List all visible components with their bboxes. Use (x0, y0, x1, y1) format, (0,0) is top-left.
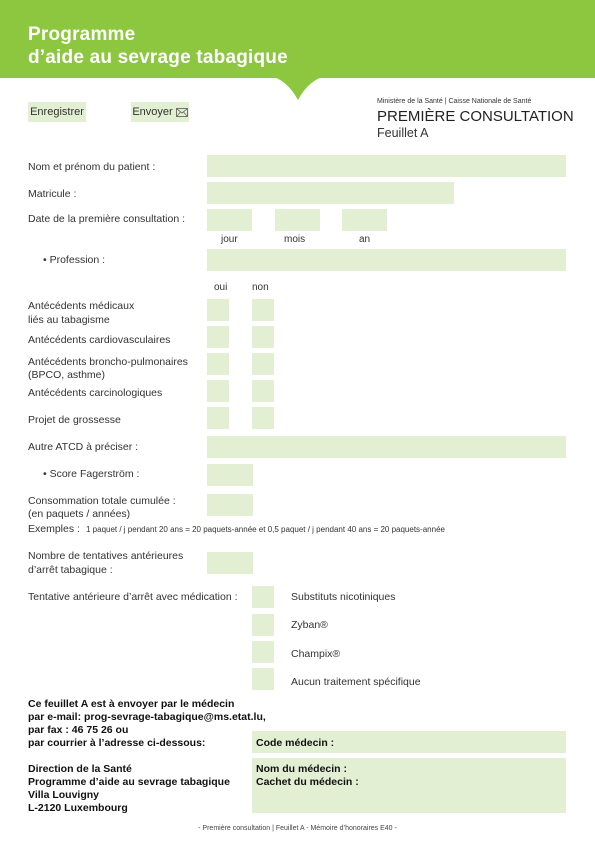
code-medecin-field[interactable] (252, 731, 566, 753)
grossesse-oui-checkbox[interactable] (207, 407, 229, 429)
med-substituts-checkbox[interactable] (252, 586, 274, 608)
address-line3: Villa Louvigny (28, 789, 99, 801)
send-info-line4: par courrier à l’adresse ci-dessous: (28, 737, 206, 749)
autre-atcd-label: Autre ATCD à préciser : (28, 441, 139, 453)
page-title-line1: Programme (28, 24, 136, 45)
patient-name-label: Nom et prénom du patient : (28, 161, 156, 173)
header-notch (268, 76, 328, 102)
page-title-line2: d’aide au sevrage tabagique (28, 47, 288, 68)
grossesse-label: Projet de grossesse (28, 414, 121, 426)
conso-label-1: Consommation totale cumulée : (28, 495, 176, 507)
atcd-broncho-non-checkbox[interactable] (252, 353, 274, 375)
send-info-line2: par e-mail: prog-sevrage-tabagique@ms.etat.lu, (28, 711, 266, 723)
atcd-tabac-non-checkbox[interactable] (252, 299, 274, 321)
date-year-field[interactable] (342, 209, 387, 231)
address-line4: L-2120 Luxembourg (28, 802, 128, 814)
tentatives-field[interactable] (207, 552, 253, 574)
med-champix-checkbox[interactable] (252, 641, 274, 663)
nom-medecin-label: Nom du médecin : (256, 763, 348, 775)
non-label: non (252, 282, 269, 293)
patient-name-field[interactable] (207, 155, 566, 177)
feuillet-label: Feuillet A (377, 126, 429, 140)
atcd-tabac-oui-checkbox[interactable] (207, 299, 229, 321)
address-line2: Programme d’aide au sevrage tabagique (28, 776, 230, 788)
exemples-label: Exemples : (28, 523, 80, 535)
atcd-carcino-oui-checkbox[interactable] (207, 380, 229, 402)
tentatives-label-1: Nombre de tentatives antérieures (28, 550, 184, 562)
fagerstrom-field[interactable] (207, 464, 253, 486)
atcd-cardio-oui-checkbox[interactable] (207, 326, 229, 348)
send-info-line1: Ce feuillet A est à envoyer par le médecin (28, 698, 235, 710)
atcd-tabac-label-1: Antécédents médicaux (28, 300, 135, 312)
save-button[interactable] (28, 102, 86, 122)
send-button[interactable] (131, 102, 189, 122)
address-line1: Direction de la Santé (28, 763, 132, 775)
page-footer: - Première consultation | Feuillet A - Mémoire d’honoraires E40 - (198, 825, 397, 832)
atcd-cardio-non-checkbox[interactable] (252, 326, 274, 348)
send-info-line3: par fax : 46 75 26 ou (28, 724, 129, 736)
oui-label: oui (214, 282, 228, 293)
atcd-carcino-label: Antécédents carcinologiques (28, 387, 163, 399)
fagerstrom-label: • Score Fagerström : (43, 468, 140, 480)
profession-label: • Profession : (43, 254, 106, 266)
ministry-line: Ministère de la Santé | Caisse Nationale de Santé (377, 98, 532, 105)
autre-atcd-field[interactable] (207, 436, 566, 458)
send-button-label: Envoyer (132, 106, 173, 118)
med-aucun-checkbox[interactable] (252, 668, 274, 690)
med-champix-label: Champix® (291, 648, 341, 660)
date-label: Date de la première consultation : (28, 213, 186, 225)
tentatives-label-2: d’arrêt tabagique : (28, 564, 113, 576)
grossesse-non-checkbox[interactable] (252, 407, 274, 429)
med-aucun-label: Aucun traitement spécifique (291, 676, 421, 688)
med-substituts-label: Substituts nicotiniques (291, 591, 396, 603)
atcd-carcino-non-checkbox[interactable] (252, 380, 274, 402)
conso-field[interactable] (207, 494, 253, 516)
medecin-info-field[interactable] (252, 758, 566, 813)
tentative-med-label: Tentative antérieure d’arrêt avec médication : (28, 591, 238, 603)
matricule-label: Matricule : (28, 188, 77, 200)
save-button-label: Enregistrer (30, 106, 84, 118)
date-month-field[interactable] (275, 209, 320, 231)
date-year-label: an (359, 234, 371, 245)
atcd-tabac-label-2: liés au tabagisme (28, 314, 110, 326)
med-zyban-checkbox[interactable] (252, 614, 274, 636)
date-day-label: jour (221, 234, 238, 245)
atcd-broncho-oui-checkbox[interactable] (207, 353, 229, 375)
date-month-label: mois (284, 234, 306, 245)
atcd-broncho-label-1: Antécédents broncho-pulmonaires (28, 356, 188, 368)
consultation-title: PREMIÈRE CONSULTATION (377, 108, 574, 125)
exemples-text: 1 paquet / j pendant 20 ans = 20 paquets-année et 0,5 paquet / j pendant 40 ans = 20 paquets-année (86, 525, 445, 534)
atcd-cardio-label: Antécédents cardiovasculaires (28, 334, 171, 346)
envelope-icon (176, 108, 188, 117)
med-zyban-label: Zyban® (291, 619, 328, 631)
matricule-field[interactable] (207, 182, 454, 204)
cachet-medecin-label: Cachet du médecin : (256, 776, 359, 788)
atcd-broncho-label-2: (BPCO, asthme) (28, 369, 106, 381)
code-medecin-label: Code médecin : (256, 737, 335, 749)
date-day-field[interactable] (207, 209, 252, 231)
conso-label-2: (en paquets / années) (28, 508, 131, 520)
profession-field[interactable] (207, 249, 566, 271)
